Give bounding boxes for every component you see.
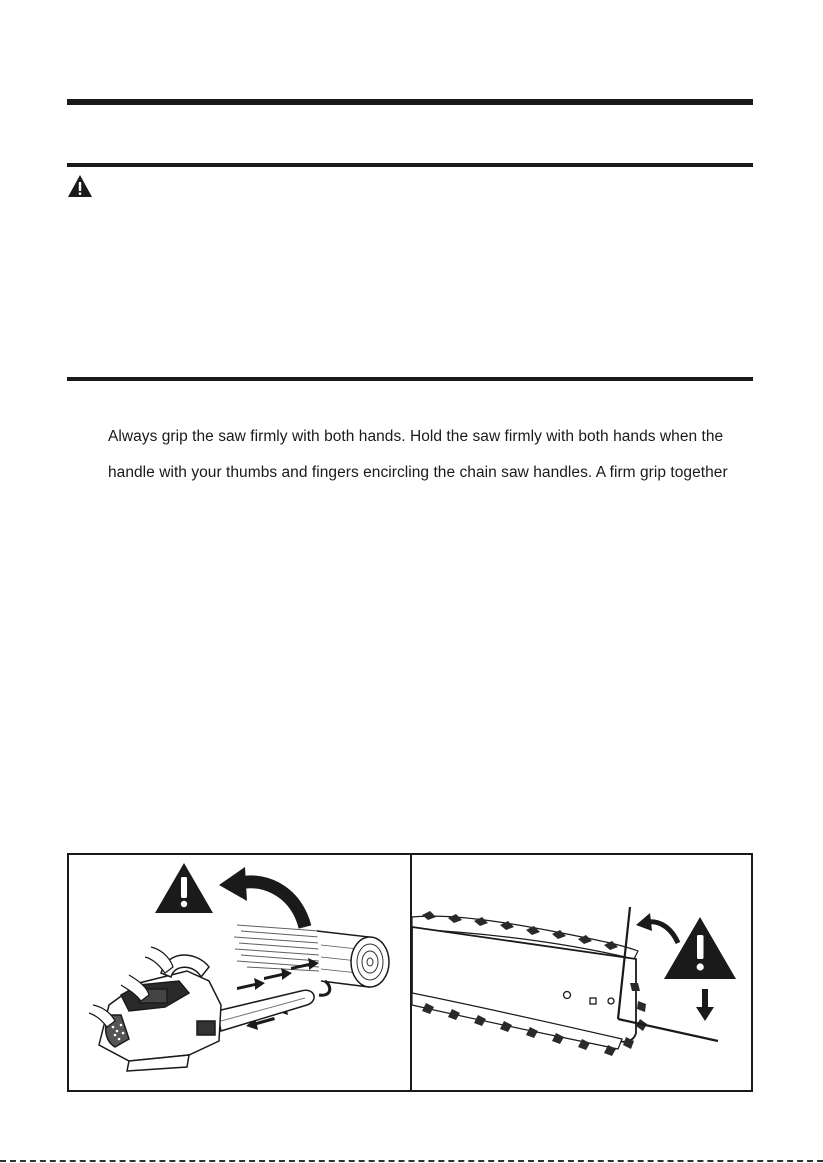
figure-kickback-rotation bbox=[69, 855, 412, 1090]
log-illustration bbox=[234, 925, 389, 987]
guide-bar bbox=[217, 990, 314, 1031]
kickback-arrow-icon bbox=[219, 867, 305, 927]
down-arrow-icon bbox=[696, 989, 714, 1021]
warning-triangle-icon bbox=[664, 917, 736, 979]
instruction-line-2: handle with your thumbs and fingers encircling the chain saw handles. A firm grip together bbox=[108, 464, 728, 481]
figure-kickback-zone bbox=[412, 855, 751, 1090]
top-divider bbox=[67, 99, 753, 105]
warning-divider bbox=[67, 163, 753, 167]
instruction-line-1: Always grip the saw firmly with both hands. Hold the saw firmly with both hands when the bbox=[108, 428, 724, 445]
rotation-arrow-icon bbox=[636, 913, 678, 943]
page-edge-dashes bbox=[0, 1160, 823, 1162]
warning-triangle-icon bbox=[155, 863, 213, 913]
section-divider bbox=[67, 377, 753, 381]
kickback-figures bbox=[67, 853, 753, 1092]
guide-bar-kickback-illustration bbox=[412, 855, 753, 1090]
warning-triangle-icon bbox=[67, 174, 93, 198]
chainsaw-kickback-illustration bbox=[69, 855, 410, 1090]
chainsaw-body bbox=[99, 955, 221, 1071]
